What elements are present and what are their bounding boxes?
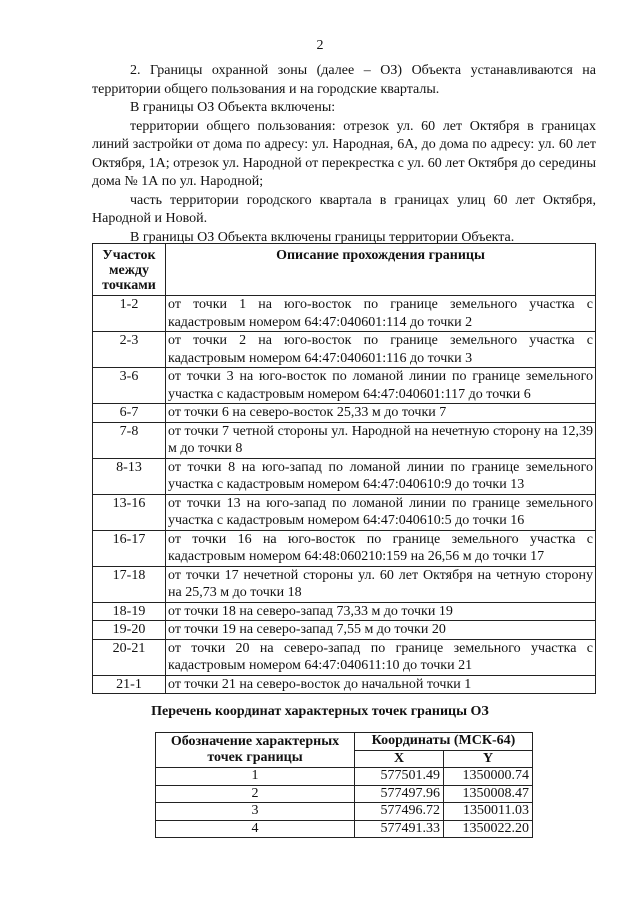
description-cell: от точки 7 четной стороны ул. Народной на нечетную сторону на 12,39 м до точки 8: [166, 422, 596, 458]
segment-cell: 19-20: [93, 621, 166, 640]
header-x: X: [355, 750, 444, 768]
table-row: [156, 768, 533, 786]
coord-table-body: [156, 768, 533, 838]
description-cell: от точки 20 на северо-запад по границе земельного участка с кадастровым номером 64:47:040611:10 до точки 21: [166, 639, 596, 675]
description-cell: от точки 17 нечетной стороны ул. 60 лет Октября на четную сторону на 25,73 м до точки 18: [166, 566, 596, 602]
point-cell: 1: [156, 768, 355, 786]
point-cell: 2: [156, 785, 355, 803]
x-cell: 577501.49: [355, 768, 444, 786]
description-cell: от точки 1 на юго-восток по границе земельного участка с кадастровым номером 64:47:040601:114 до точки 2: [166, 296, 596, 332]
segment-cell: 1-2: [93, 296, 166, 332]
header-y: Y: [444, 750, 533, 768]
coord-table-header: [156, 733, 533, 751]
table-row: [156, 820, 533, 838]
description-cell: от точки 6 на северо-восток 25,33 м до точки 7: [166, 404, 596, 423]
table-row: [93, 368, 596, 404]
description-cell: от точки 18 на северо-запад 73,33 м до точки 19: [166, 602, 596, 621]
segment-cell: 3-6: [93, 368, 166, 404]
segment-cell: 8-13: [93, 458, 166, 494]
segment-cell: 7-8: [93, 422, 166, 458]
description-cell: от точки 16 на юго-восток по границе земельного участка с кадастровым номером 64:48:060210:159 на 26,56 м до точки 17: [166, 530, 596, 566]
intro-paragraph-2: В границы ОЗ Объекта включены:: [130, 100, 336, 115]
y-cell: 1350011.03: [444, 803, 533, 821]
header-coords: Координаты (МСК-64): [355, 733, 533, 751]
table-row: [93, 602, 596, 621]
table-row: [93, 530, 596, 566]
boundary-table-body: [93, 296, 596, 694]
coord-table: [155, 732, 533, 838]
header-description: Описание прохождения границы: [166, 244, 596, 296]
segment-cell: 18-19: [93, 602, 166, 621]
table-row: [93, 566, 596, 602]
intro-text: [92, 62, 596, 247]
intro-paragraph-5: В границы ОЗ Объекта включены границы территории Объекта.: [130, 229, 515, 245]
segment-cell: 6-7: [93, 404, 166, 423]
header-segment: Участок между точками: [93, 244, 166, 296]
segment-cell: 17-18: [93, 566, 166, 602]
table-row: [156, 785, 533, 803]
table-row: [93, 458, 596, 494]
description-cell: от точки 13 на юго-запад по ломаной линии по границе земельного участка с кадастровым номером 64:47:040610:5 до точки 16: [166, 494, 596, 530]
segment-cell: 2-3: [93, 332, 166, 368]
segment-cell: 21-1: [93, 675, 166, 694]
boundary-table: [92, 243, 596, 694]
table-row: [93, 494, 596, 530]
table-row: [93, 621, 596, 640]
x-cell: 577496.72: [355, 803, 444, 821]
description-cell: от точки 21 на северо-восток до начальной точки 1: [166, 675, 596, 694]
intro-paragraph-4: часть территории городского квартала в границах улиц 60 лет Октября, Народной и Новой.: [92, 192, 596, 226]
table-row: [156, 803, 533, 821]
description-cell: от точки 19 на северо-запад 7,55 м до точки 20: [166, 621, 596, 640]
table-row: [93, 422, 596, 458]
point-cell: 4: [156, 820, 355, 838]
coord-table-caption: Перечень координат характерных точек границы ОЗ: [151, 704, 489, 719]
table-row: [93, 639, 596, 675]
table-row: [93, 296, 596, 332]
segment-cell: 13-16: [93, 494, 166, 530]
table-row: [93, 332, 596, 368]
segment-cell: 20-21: [93, 639, 166, 675]
boundary-table-header: [93, 244, 596, 296]
description-cell: от точки 8 на юго-запад по ломаной линии по границе земельного участка с кадастровым номером 64:47:040610:9 до точки 13: [166, 458, 596, 494]
intro-paragraph-3: территории общего пользования: отрезок ул. 60 лет Октября в границах линий застройки от дома по адресу: ул. Народная, 6А, до дома по адресу: ул. 60 лет Октября, 1А; отрезок ул. Народной от перекрестка с ул. 60 лет Октября до середины дома № 1А по ул. Народной;: [92, 118, 596, 189]
page-number: 2: [316, 38, 324, 53]
intro-paragraph-1: 2. Границы охранной зоны (далее – ОЗ) Объекта устанавливаются на территории общего пользования и на городские кварталы.: [92, 63, 596, 97]
description-cell: от точки 3 на юго-восток по ломаной линии по границе земельного участка с кадастровым номером 64:47:040601:117 до точки 6: [166, 368, 596, 404]
y-cell: 1350008.47: [444, 785, 533, 803]
table-row: [93, 675, 596, 694]
x-cell: 577491.33: [355, 820, 444, 838]
description-cell: от точки 2 на юго-восток по границе земельного участка с кадастровым номером 64:47:040601:116 до точки 3: [166, 332, 596, 368]
header-points: Обозначение характерных точек границы: [156, 733, 355, 768]
point-cell: 3: [156, 803, 355, 821]
y-cell: 1350000.74: [444, 768, 533, 786]
y-cell: 1350022.20: [444, 820, 533, 838]
segment-cell: 16-17: [93, 530, 166, 566]
x-cell: 577497.96: [355, 785, 444, 803]
table-row: [93, 404, 596, 423]
